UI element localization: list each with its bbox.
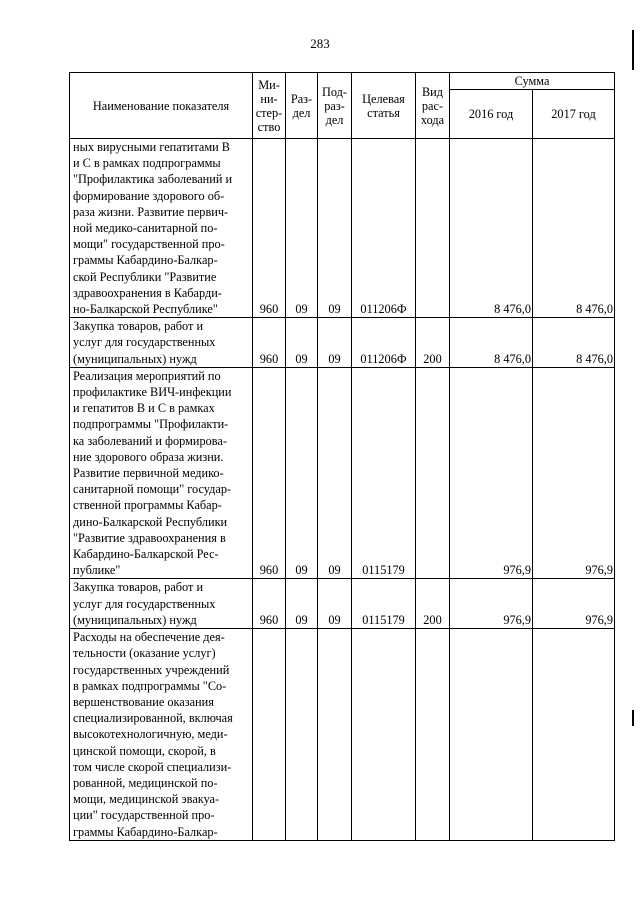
row-subsection: 09	[318, 367, 352, 579]
row-name: Закупка товаров, работ и услуг для государственных (муниципальных) нужд	[70, 318, 253, 368]
row-subsection: 09	[318, 318, 352, 368]
row-expense-type: 200	[416, 318, 450, 368]
row-subsection	[318, 629, 352, 841]
row-section: 09	[286, 139, 318, 318]
row-sum-2016: 8 476,0	[450, 139, 533, 318]
row-sum-2016: 8 476,0	[450, 318, 533, 368]
header-sum: Сумма	[450, 73, 615, 90]
row-sum-2016	[450, 629, 533, 841]
row-subsection: 09	[318, 579, 352, 629]
row-section: 09	[286, 318, 318, 368]
row-expense-type	[416, 367, 450, 579]
row-sum-2016: 976,9	[450, 579, 533, 629]
scan-edge-mark	[632, 710, 634, 726]
row-sum-2017: 976,9	[533, 367, 615, 579]
header-ministry: Ми- ни- стер- ство	[253, 73, 286, 139]
header-year-2017: 2017 год	[533, 90, 615, 139]
row-name: ных вирусными гепатитами В и С в рамках подпрограммы "Профилактика заболеваний и формирование здорового об- раза жизни. Развитие первич- ной медико-санитарной по- мощи" государственной про- граммы Кабардино-Балкар- ской Республики "Развитие здравоохранения в Кабарди- но-Балкарской Республике"	[70, 139, 253, 318]
header-name: Наименование показателя	[70, 73, 253, 139]
table-row	[70, 318, 615, 368]
row-subsection: 09	[318, 139, 352, 318]
row-expense-type	[416, 629, 450, 841]
row-sum-2017: 8 476,0	[533, 318, 615, 368]
header-subsection: Под- раз- дел	[318, 73, 352, 139]
row-target: 011206Ф	[352, 318, 416, 368]
header-target: Целевая статья	[352, 73, 416, 139]
header-expense-type: Вид рас- хода	[416, 73, 450, 139]
row-section	[286, 629, 318, 841]
row-target: 0115179	[352, 579, 416, 629]
row-ministry: 960	[253, 318, 286, 368]
header-row	[70, 73, 615, 90]
scan-edge-mark	[632, 30, 634, 70]
page-number: 283	[310, 36, 330, 51]
row-name: Закупка товаров, работ и услуг для государственных (муниципальных) нужд	[70, 579, 253, 629]
table-row	[70, 139, 615, 318]
row-name: Расходы на обеспечение дея- тельности (оказание услуг) государственных учреждений в рамках подпрограммы "Со- вершенствование оказания специализированной, включая высокотехнологичную, меди- цинской помощи, скорой, в том числе скорой специализи- рованной, медицинской по- мощи, медицинской эвакуа- ции" государственной про- граммы Кабардино-Балкар-	[70, 629, 253, 841]
table-row	[70, 367, 615, 579]
table-row	[70, 579, 615, 629]
row-ministry	[253, 629, 286, 841]
header-year-2016: 2016 год	[450, 90, 533, 139]
row-section: 09	[286, 367, 318, 579]
row-ministry: 960	[253, 367, 286, 579]
row-sum-2017: 8 476,0	[533, 139, 615, 318]
row-expense-type: 200	[416, 579, 450, 629]
row-ministry: 960	[253, 579, 286, 629]
row-ministry: 960	[253, 139, 286, 318]
row-name: Реализация мероприятий по профилактике ВИЧ-инфекции и гепатитов В и С в рамках подпрограммы "Профилакти- ка заболеваний и формирова- ние здорового образа жизни. Развитие первичной медико- санитарной помощи" государ- ственной программы Кабар- дино-Балкарской Республики "Развитие здравоохранения в Кабардино-Балкарской Рес- публике"	[70, 367, 253, 579]
row-expense-type	[416, 139, 450, 318]
row-sum-2016: 976,9	[450, 367, 533, 579]
table-row	[70, 629, 615, 841]
row-sum-2017: 976,9	[533, 579, 615, 629]
row-target: 0115179	[352, 367, 416, 579]
budget-table	[69, 72, 615, 841]
row-target	[352, 629, 416, 841]
row-section: 09	[286, 579, 318, 629]
header-section: Раз- дел	[286, 73, 318, 139]
row-sum-2017	[533, 629, 615, 841]
row-target: 011206Ф	[352, 139, 416, 318]
